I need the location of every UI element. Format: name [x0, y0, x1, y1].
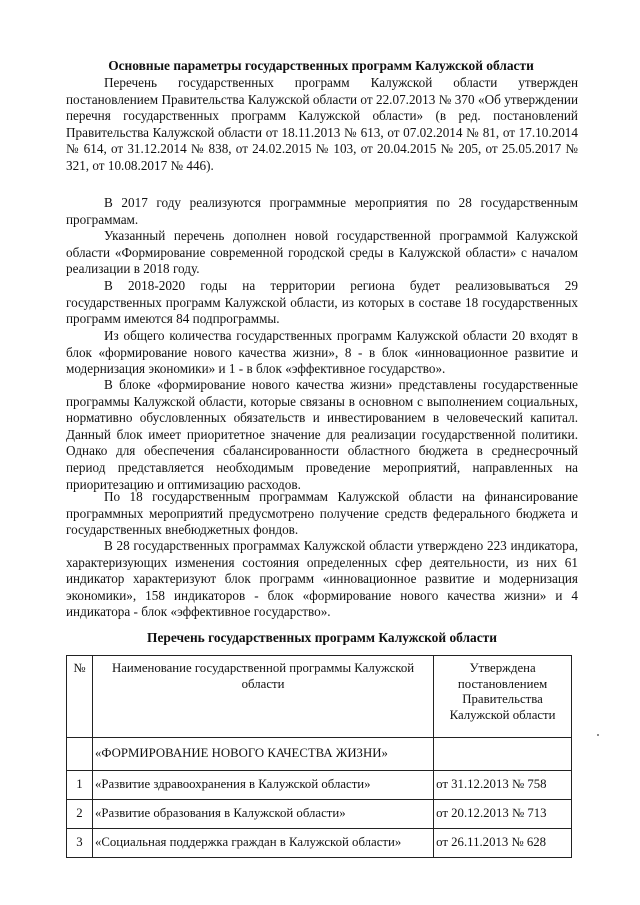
- paragraph-new-program: Указанный перечень дополнен новой государственной программой Калужской области «Формирование современной городской среды в Калужской области» с началом реализации в 2018 году.: [66, 228, 578, 277]
- row-program-name: «Социальная поддержка граждан в Калужской области»: [92, 829, 433, 858]
- table-row: [67, 800, 572, 829]
- row-program-name: «Развитие образования в Калужской области»: [92, 800, 433, 829]
- row-approval-doc: от 26.11.2013 № 628: [434, 829, 572, 858]
- table-title: Перечень государственных программ Калужской области: [147, 630, 497, 645]
- table-row: [67, 771, 572, 800]
- row-approval-doc: от 20.12.2013 № 713: [434, 800, 572, 829]
- header-number: №: [67, 656, 93, 738]
- paragraph-2017-programs: В 2017 году реализуются программные мероприятия по 28 государственным программам.: [66, 195, 578, 227]
- document-title: Основные параметры государственных программ Калужской области: [108, 58, 534, 73]
- block-number-cell: [67, 738, 93, 771]
- paragraph-2018-2020-programs: В 2018-2020 годы на территории региона будет реализовываться 29 государственных программ Калужской области, из которых в составе 18 государственных программ имеются 84 подпрограммы.: [66, 278, 578, 327]
- paragraph-quality-of-life-block: В блоке «формирование нового качества жизни» представлены государственные программы Калужской области, которые связаны в основном с выполнением социальных, нормативно обусловленных обязательств и инвестированием в человеческий капитал. Данный блок имеет приоритетное значение для реализации государственной политики. Однако для обеспечения сбалансированности областного бюджета в среднесрочный период представляется необходимым проведение мероприятий, направленных на приоритезацию и оптимизацию расходов.: [66, 377, 578, 492]
- table-row: [67, 829, 572, 858]
- programs-table: [66, 655, 572, 858]
- block-doc-cell: [434, 738, 572, 771]
- paragraph-program-blocks: Из общего количества государственных программ Калужской области 20 входят в блок «формирование нового качества жизни», 8 - в блок «инновационное развитие и модернизация экономики» и 1 - в блок «эффективное государство».: [66, 328, 578, 377]
- row-approval-doc: от 31.12.2013 № 758: [434, 771, 572, 800]
- table-block-row: [67, 738, 572, 771]
- row-number: 3: [67, 829, 93, 858]
- paragraph-program-list-approval: Перечень государственных программ Калужской области утвержден постановлением Правительства Калужской области от 22.07.2013 № 370 «Об утверждении перечня государственных программ Калужской области» (в ред. постановлений Правительства Калужской области от 18.11.2013 № 613, от 07.02.2014 № 81, от 17.10.2014 № 614, от 31.12.2014 № 838, от 24.02.2015 № 103, от 20.04.2015 № 205, от 25.05.2017 № 321, от 10.08.2017 № 446).: [66, 75, 578, 173]
- block-label: «ФОРМИРОВАНИЕ НОВОГО КАЧЕСТВА ЖИЗНИ»: [92, 738, 433, 771]
- row-number: 1: [67, 771, 93, 800]
- header-program-name: Наименование государственной программы Калужской области: [92, 656, 433, 738]
- header-approved-by: Утверждена постановлением Правительства Калужской области: [434, 656, 572, 738]
- scan-speck: [597, 734, 599, 736]
- row-program-name: «Развитие здравоохранения в Калужской области»: [92, 771, 433, 800]
- paragraph-indicators: В 28 государственных программах Калужской области утверждено 223 индикатора, характеризующих изменения состояния определенных сфер деятельности, из них 61 индикатор характеризуют блок программ «инновационное развитие и модернизация экономики», 158 индикаторов - блок «формирование нового качества жизни» и 4 индикатора - блок «эффективное государство».: [66, 538, 578, 620]
- table-header-row: [67, 656, 572, 738]
- row-number: 2: [67, 800, 93, 829]
- paragraph-federal-funding: По 18 государственным программам Калужской области на финансирование программных мероприятий предусмотрено получение средств федерального бюджета и государственных внебюджетных фондов.: [66, 489, 578, 538]
